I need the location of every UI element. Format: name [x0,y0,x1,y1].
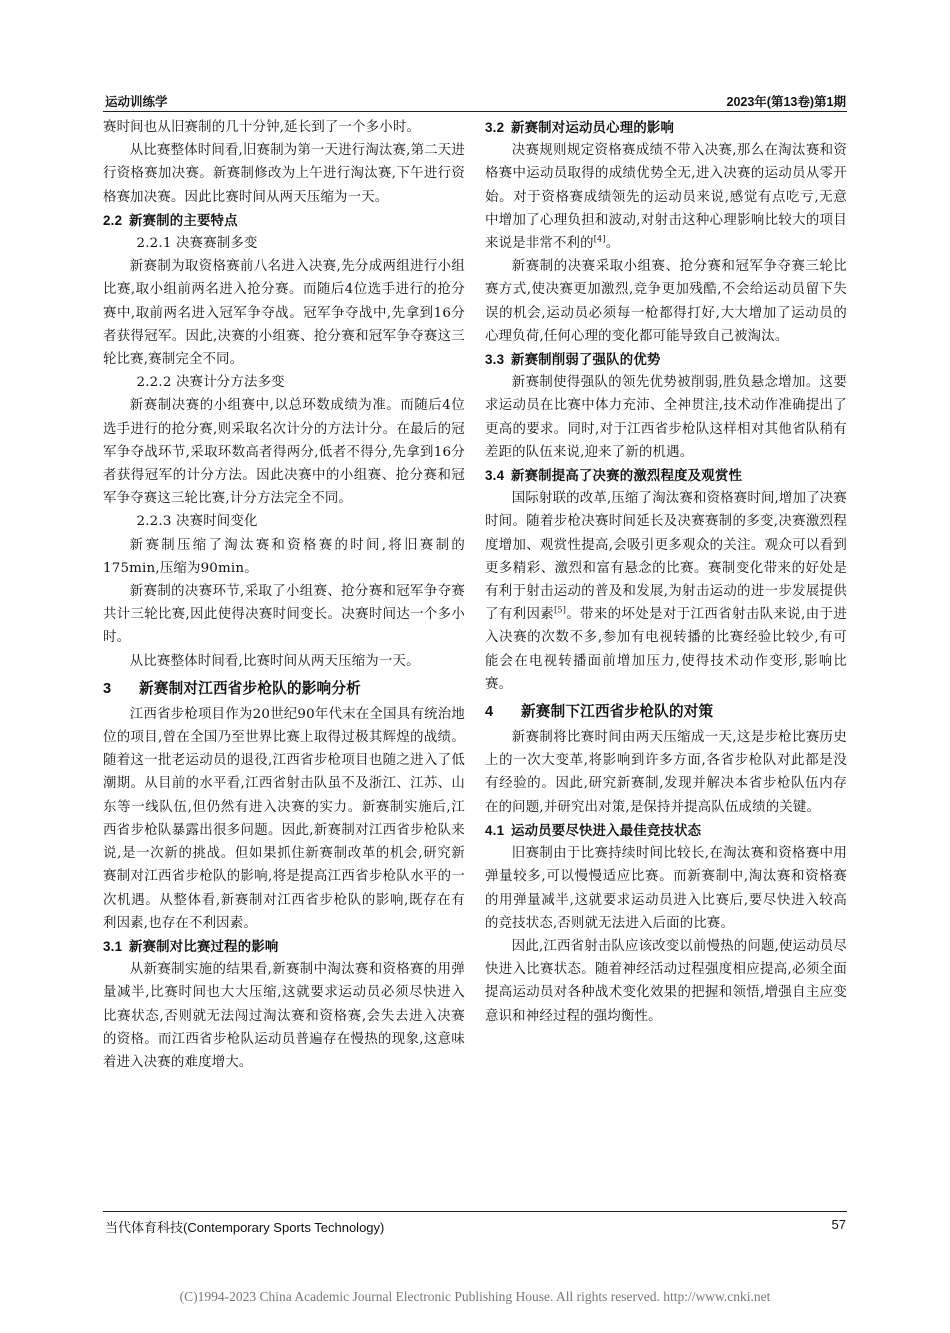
left-column [103,116,465,1074]
section-heading-3-4: 3.4 新赛制提高了决赛的激烈程度及观赏性 [485,468,743,484]
issue-info: 2023年(第13卷)第1期 [726,95,846,109]
right-column [485,116,847,1028]
paragraph: 新赛制压缩了淘汰赛和资格赛的时间,将旧赛制的175min,压缩为90min。 [103,537,465,576]
paragraph: 新赛制为取资格赛前八名进入决赛,先分成两组进行小组比赛,取小组前两名进入抢分赛。而随后4位选手进行的抢分赛中,取前两名进入冠军争夺战。冠军争夺战中,先拿到16分者获得冠军。因此,决赛的小组赛、抢分赛和冠军争夺赛这三轮比赛,赛制完全不同。 [103,259,465,368]
paragraph: 从比赛整体时间看,旧赛制为第一天进行淘汰赛,第二天进行资格赛加决赛。新赛制修改为上午进行淘汰赛,下午进行资格赛加决赛。因此比赛时间从两天压缩为一天。 [103,143,465,205]
section-heading-3: 3 新赛制对江西省步枪队的影响分析 [103,680,361,697]
section-heading-3-1: 3.1 新赛制对比赛过程的影响 [103,938,279,954]
section-heading-2-2: 2.2 新赛制的主要特点 [103,212,238,228]
header-divider [103,111,847,112]
section-heading-4: 4 新赛制下江西省步枪队的对策 [485,704,714,721]
paragraph: 江西省步枪项目作为20世纪90年代末在全国具有统治地位的项目,曾在全国乃至世界比赛上取得过极其辉煌的战绩。随着这一批老运动员的退役,江西省步枪项目也随之进入了低潮期。从目前的水平看,江西省射击队虽不及浙江、江苏、山东等一线队伍,但仍然有进入决赛的实力。新赛制实施后,江西省步枪队暴露出很多问题。因此,新赛制对江西省步枪队来说,是一次新的挑战。但如果抓住新赛制改革的机会,研究新赛制对江西省步枪队的影响,将是提高江西省步枪队水平的一次机遇。从整体看,新赛制对江西省步枪队的影响,既存在有利因素,也存在不利因素。 [103,706,465,931]
paragraph: 决赛规则规定资格赛成绩不带入决赛,那么在淘汰赛和资格赛中运动员取得的成绩优势全无,进入决赛的运动员从零开始。对于资格赛成绩领先的运动员来说,感觉有点吃亏,无意中增加了心理负担和波动,对射击这种心理影响比较大的项目来说是非常不利的[4]。 [485,143,847,252]
citation-4: [4] [593,234,606,244]
page-number: 57 [831,1217,846,1232]
citation-5: [5] [554,605,567,615]
copyright-notice: (C)1994-2023 China Academic Journal Electronic Publishing House. All rights reserved. http://www.cnki.net [179,1289,771,1304]
section-heading-3-2: 3.2 新赛制对运动员心理的影响 [485,120,675,135]
paragraph: 新赛制的决赛环节,采取了小组赛、抢分赛和冠军争夺赛共计三轮比赛,因此使得决赛时间变长。决赛时间达一个多小时。 [103,584,465,646]
paragraph: 新赛制决赛的小组赛中,以总环数成绩为准。而随后4位选手进行的抢分赛,则采取名次计分的方法计分。在最后的冠军争夺战环节,采取环数高者得两分,低者不得分,先拿到16分者获得冠军的计分方法。因此决赛中的小组赛、抢分赛和冠军争夺赛这三轮比赛,计分方法完全不同。 [103,398,465,507]
paragraph: 国际射联的改革,压缩了淘汰赛和资格赛时间,增加了决赛时间。随着步枪决赛时间延长及决赛赛制的多变,决赛激烈程度增加、观赏性提高,会吸引更多观众的关注。观众可以看到更多精彩、激烈和富有悬念的比赛。赛制变化带来的好处是有利于射击运动的普及和发展,为射击运动的进一步发展提供了有利因素[5]。带来的坏处是对于江西省射击队来说,由于进入决赛的次数不多,参加有电视转播的比赛经验比较少,有可能会在电视转播面前增加压力,使得技术动作变形,影响比赛。 [485,491,847,692]
subsection-heading-2-2-1: 2.2.1 决赛赛制多变 [136,236,258,252]
subsection-heading-2-2-2: 2.2.2 决赛计分方法多变 [136,375,285,391]
section-heading-3-3: 3.3 新赛制削弱了强队的优势 [485,352,661,368]
paragraph: 新赛制的决赛采取小组赛、抢分赛和冠军争夺赛三轮比赛方式,使决赛更加激烈,竞争更加残酷,不会给运动员留下失误的机会,运动员必须每一枪都得打好,大大增加了运动员的心理负荷,任何心理的变化都可能导致自己被淘汰。 [485,259,847,344]
journal-section: 运动训练学 [105,95,168,109]
paragraph: 赛时间也从旧赛制的几十分钟,延长到了一个多小时。 [103,120,421,135]
paragraph: 因此,江西省射击队应该改变以前慢热的问题,使运动员尽快进入比赛状态。随着神经活动过程强度相应提高,必须全面提高运动员对各种战术变化效果的把握和领悟,增强自主应变意识和神经过程的强均衡性。 [485,938,847,1024]
paragraph: 新赛制将比赛时间由两天压缩成一天,这是步枪比赛历史上的一次大变革,将影响到许多方面,各省步枪队对此都是没有经验的。因此,研究新赛制,发现并解决本省步枪队伍内存在的问题,并研究出对策,是保持并提高队伍成绩的关键。 [485,730,847,815]
paragraph: 旧赛制由于比赛持续时间比较长,在淘汰赛和资格赛中用弹量较多,可以慢慢适应比赛。而新赛制中,淘汰赛和资格赛的用弹量减半,这就要求运动员进入比赛后,要尽快进入较高的竞技状态,否则就无法进入后面的比赛。 [485,846,847,931]
paragraph: 从新赛制实施的结果看,新赛制中淘汰赛和资格赛的用弹量减半,比赛时间也大大压缩,这就要求运动员必须尽快进入比赛状态,否则就无法闯过淘汰赛和资格赛,会失去进入决赛的资格。而江西省步枪队运动员普遍存在慢热的现象,这意味着进入决赛的难度增大。 [103,962,465,1070]
journal-name: 当代体育科技(Contemporary Sports Technology) [105,1220,385,1235]
subsection-heading-2-2-3: 2.2.3 决赛时间变化 [136,514,258,530]
section-heading-4-1: 4.1 运动员要尽快进入最佳竞技状态 [485,822,702,838]
paragraph: 新赛制使得强队的领先优势被削弱,胜负悬念增加。这要求运动员在比赛中体力充沛、全神贯注,技术动作准确提出了更高的要求。同时,对于江西省步枪队这样相对其他省队稍有差距的队伍来说,迎来了新的机遇。 [485,375,847,460]
footer-divider [103,1211,847,1212]
paragraph: 从比赛整体时间看,比赛时间从两天压缩为一天。 [129,653,420,669]
